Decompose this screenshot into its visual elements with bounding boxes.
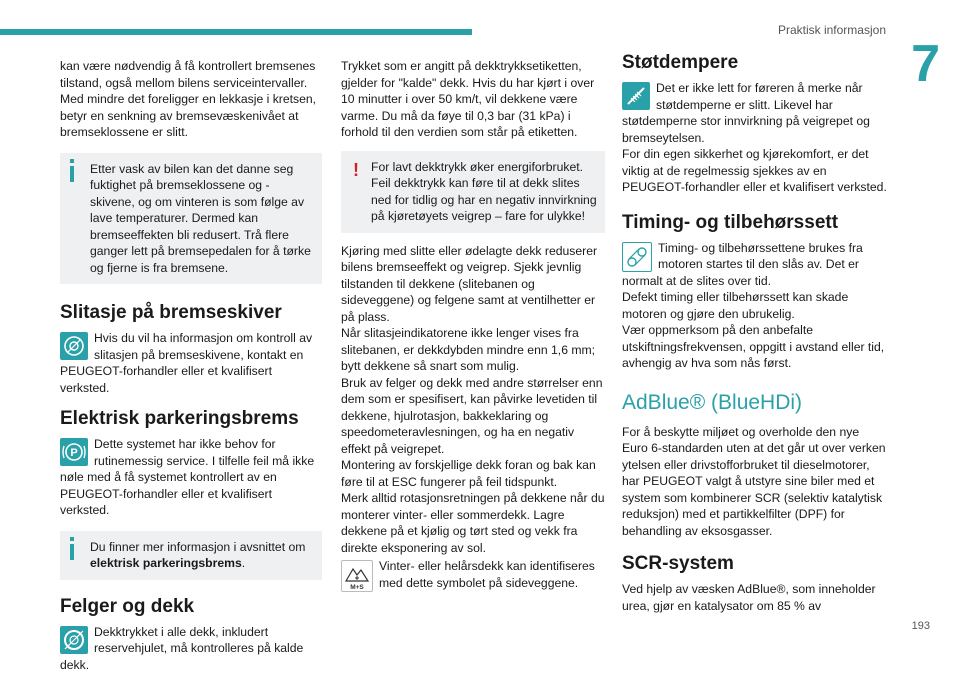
paragraph-cold-tires: Trykket som er angitt på dekktrykksetiketten, gjelder for "kalde" dekk. Hvis du har kjørt i over 10 minutter i over 50 km/t, vil dekkene være varme. Du må da føye til 0,3 bar (31 kPa) i forhold til den verdien som står på etiketten.	[341, 58, 605, 141]
info-text-parking-brake: Du finner mer informasjon i avsnittet om elektrisk parkeringsbrems.	[90, 539, 314, 572]
shock-absorber-icon	[622, 82, 650, 110]
timing-belt-icon	[622, 242, 652, 272]
section-title: Praktisk informasjon	[778, 23, 886, 37]
heading-shock-absorbers: Støtdempere	[622, 52, 887, 74]
text-timing-3: Vær oppmerksom på den anbefalte utskiftningsfrekvensen, oppgitt i avstand eller tid, avhengig av hva som nås først.	[622, 322, 887, 372]
block-shock-absorbers	[622, 80, 887, 196]
heading-electric-parking-brake: Elektrisk parkeringsbrems	[60, 408, 322, 430]
heading-adblue: AdBlue® (BlueHDi)	[622, 392, 887, 414]
heading-scr-system: SCR-system	[622, 553, 887, 575]
warning-box-tire-pressure	[341, 151, 605, 233]
block-winter-tires	[341, 558, 605, 592]
info-box-washing	[60, 153, 322, 285]
info-icon	[70, 544, 74, 560]
info-box-parking-brake	[60, 531, 322, 580]
paragraph-intro: kan være nødvendig å få kontrollert bremsenes tilstand, også mellom bilens serviceintervaller. Med mindre det foreligger en lekkasje i kretsen, betyr en senkning av bremsevæskenivået at bremseklossene er slitt.	[60, 58, 322, 141]
paragraph-other-sizes: Bruk av felger og dekk med andre størrelser enn dem som er spesifisert, kan påvirke levetiden til dekkene, hjulrotasjon, bakkeklaring og speedometeravlesningen, og ha en negativ effekt på veigrepet.	[341, 375, 605, 458]
ms-label: M+S	[350, 584, 364, 591]
paragraph-worn-tires: Kjøring med slitte eller ødelagte dekk reduserer bilens bremseeffekt og veigrep. Sjekk jevnlig tilstanden til dekkene (slitebanen og sideveggene) og felgene samt at ventilhetter er på plass.	[341, 243, 605, 326]
column-2	[341, 58, 605, 592]
info-icon-dot	[70, 537, 74, 541]
text-shock-absorbers-2: For din egen sikkerhet og kjørekomfort, er det viktig at de regelmessig sjekkes av en PEUGEOT-forhandler eller et kvalifisert verksted.	[622, 146, 887, 196]
paragraph-esc: Montering av forskjellige dekk foran og bak kan føre til at ESC fungerer på feil tidspunkt.	[341, 457, 605, 490]
text-winter-tires: Vinter- eller helårsdekk kan identifiseres med dette symbolet på sideveggene.	[341, 558, 605, 591]
block-brake-disc-wear	[60, 330, 322, 396]
paragraph-rotation: Merk alltid rotasjonsretningen på dekkene når du monterer vinter- eller sommerdekk. Lagre dekkene på et kjølig og tørt sted og vekk fra direkte eksponering av sol.	[341, 490, 605, 556]
snowflake-mountain-ms-icon	[341, 560, 373, 592]
column-3	[622, 52, 887, 614]
info-text-washing: Etter vask av bilen kan det danne seg fuktighet på bremseklossene og -skivene, og om vinteren is som følge av lave temperaturer. Dermed kan bremseeffekten bli redusert. Trå flere ganger lett på bremsepedalen for å tørke og fjerne is fra bremsene.	[90, 161, 314, 277]
parking-brake-icon	[60, 438, 88, 466]
warning-text-tire-pressure: For lavt dekktrykk øker energiforbruket. Feil dekktrykk kan føre til at dekk slites ned for tidlig og har en negativ innvirkning på kjøretøyets veigrep – fare for ulykke!	[371, 159, 597, 225]
heading-timing-accessory: Timing- og tilbehørssett	[622, 212, 887, 234]
text-scr-system: Ved hjelp av væsken AdBlue®, som inneholder urea, gjør en katalysator om 85 % av	[622, 581, 887, 614]
heading-brake-disc-wear: Slitasje på bremseskiver	[60, 302, 322, 324]
header-accent-bar	[0, 29, 472, 35]
brake-disc-icon	[60, 332, 88, 360]
page-number: 193	[912, 620, 930, 632]
text-timing-2: Defekt timing eller tilbehørssett kan skade motoren og gjøre den ubrukelig.	[622, 289, 887, 322]
svg-text:P: P	[70, 447, 77, 459]
block-electric-parking-brake	[60, 436, 322, 519]
text-electric-parking-brake: Dette systemet har ikke behov for rutinemessig service. I tilfelle feil må ikke nøle med å få systemet kontrollert av en PEUGEOT-forhandler eller et kvalifisert verksted.	[60, 436, 322, 519]
info-icon	[70, 166, 74, 182]
warning-icon: !	[353, 161, 359, 179]
text-rims-tires: Dekktrykket i alle dekk, inkludert reservehjulet, må kontrolleres på kalde dekk.	[60, 624, 322, 673]
block-rims-tires	[60, 624, 322, 673]
block-timing-accessory	[622, 240, 887, 372]
paragraph-wear-indicators: Når slitasjeindikatorene ikke lenger vises fra slitebanen, er dekkdybden mindre enn 1,6 mm; bytt dekkene så snart som mulig.	[341, 325, 605, 375]
text-timing-1: Timing- og tilbehørssettene brukes fra motoren startes til den slås av. Det er normalt at de slites over tid.	[622, 240, 887, 290]
chapter-number: 7	[911, 38, 940, 90]
column-1	[60, 58, 322, 673]
info-icon-dot	[70, 159, 74, 163]
text-adblue: For å beskytte miljøet og overholde den nye Euro 6-standarden uten at det går ut over verken ytelsen eller drivstofforbruket til dieselmotorer, har PEUGEOT valgt å utstyre sine biler med et system som kombinerer SCR (selektiv katalytisk reduksjon) med et partikkelfilter (DPF) for behandling av eksosgasser.	[622, 424, 887, 540]
text-brake-disc-wear: Hvis du vil ha informasjon om kontroll av slitasjen på bremseskivene, kontakt en PEUGEOT-forhandler eller et kvalifisert verksted.	[60, 330, 322, 396]
heading-rims-tires: Felger og dekk	[60, 596, 322, 618]
text-shock-absorbers-1: Det er ikke lett for føreren å merke når støtdemperne er slitt. Likevel har støtdemperne stor innvirkning på veigrepet og bremseytelsen.	[622, 80, 887, 146]
